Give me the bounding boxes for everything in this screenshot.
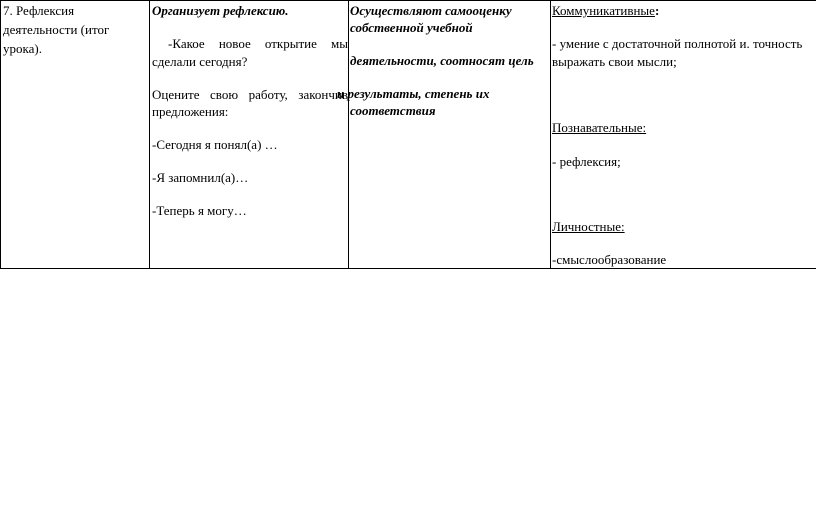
q2-word: свою — [210, 87, 239, 102]
student-line-2: собственной учебной — [350, 20, 473, 35]
personal-label: Личностные: — [552, 219, 625, 234]
q1-word: новое — [218, 36, 251, 51]
sentence-start-1: -Сегодня я понял(а) … — [152, 137, 278, 152]
cognitive-text: - рефлексия; — [552, 154, 621, 169]
student-line-3: деятельности, соотносят цель — [350, 53, 534, 68]
sentence-start-3: -Теперь я могу… — [152, 203, 247, 218]
teacher-question-1-cont: сделали сегодня? — [152, 54, 248, 69]
stage-cell — [0, 1, 149, 268]
q1-word: открытие — [264, 36, 317, 51]
q1-word: -Какое — [168, 36, 205, 51]
communicative-heading — [552, 1, 659, 20]
uud-cell — [550, 1, 816, 268]
personal-text: -смыслообразование — [552, 252, 667, 267]
cognitive-label: Познавательные: — [552, 120, 647, 135]
q1-word: мы — [331, 36, 348, 51]
q2-word: закончив — [298, 87, 348, 102]
student-line-4: и результаты, степень их — [337, 86, 490, 101]
teacher-title: Организует рефлексию. — [152, 3, 289, 18]
teacher-question-1 — [168, 34, 348, 53]
student-line-1: Осуществляют самооценку — [350, 3, 512, 18]
communicative-label: Коммуникативные — [552, 3, 655, 18]
q2-word: Оцените — [152, 87, 200, 102]
stage-line-3: урока). — [3, 41, 42, 56]
stage-line-1: 7. Рефлексия — [3, 3, 75, 18]
communicative-colon: : — [654, 3, 660, 18]
student-line-5: соответствия — [350, 103, 436, 118]
q2-word: работу, — [248, 87, 288, 102]
teacher-question-2-cont: предложения: — [152, 104, 229, 119]
stage-line-2: деятельности (итог — [3, 22, 110, 37]
communicative-text-1: - умение с достаточной полнотой и. точность — [552, 36, 803, 51]
communicative-text-2: выражать свои мысли; — [552, 54, 677, 69]
teacher-activity-cell — [149, 1, 348, 268]
sentence-start-2: -Я запомнил(а)… — [152, 170, 249, 185]
